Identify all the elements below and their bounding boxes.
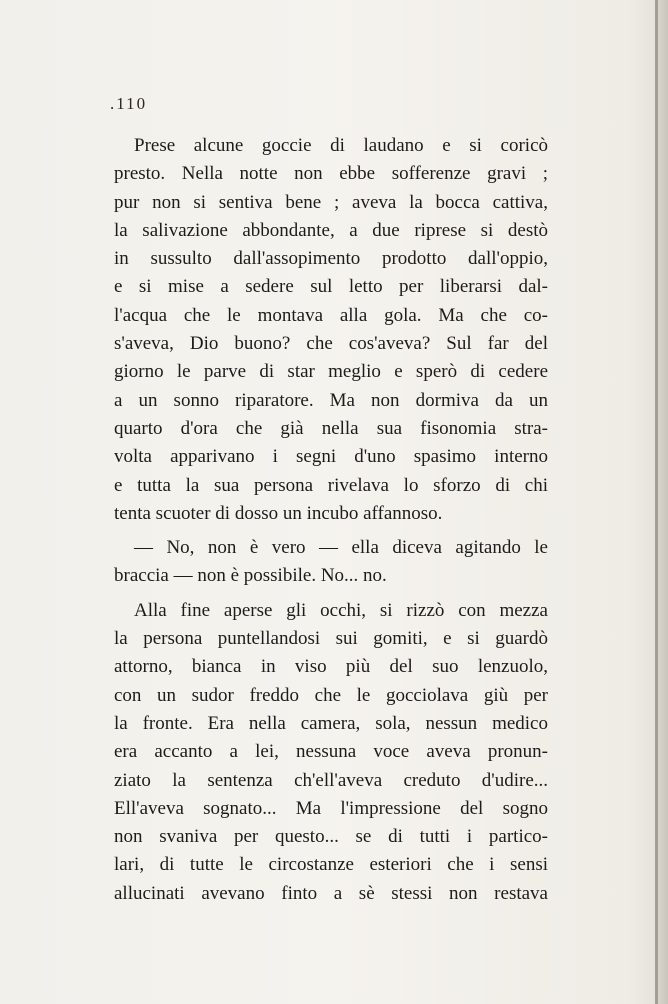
text-line: in sussulto dall'assopimento prodotto dall'oppio, — [114, 248, 548, 270]
text-line: presto. Nella notte non ebbe sofferenze gravi ; — [114, 163, 548, 185]
text-line: volta apparivano i segni d'uno spasimo interno — [114, 446, 548, 468]
page-edge-shadow — [658, 0, 668, 1004]
text-line: allucinati avevano finto a sè stessi non restava — [114, 882, 548, 904]
text-line: a un sonno riparatore. Ma non dormiva da un — [114, 389, 548, 411]
page-edge-line — [655, 0, 658, 1004]
text-line: giorno le parve di star meglio e sperò di cedere — [114, 361, 548, 383]
text-line: attorno, bianca in viso più del suo lenzuolo, — [114, 656, 548, 678]
text-line: Prese alcune goccie di laudano e si coricò — [134, 135, 548, 156]
text-line: tenta scuoter di dosso un incubo affannoso. — [114, 502, 443, 524]
body-text — [114, 132, 548, 908]
text-line: la persona puntellandosi sui gomiti, e si guardò — [114, 628, 548, 650]
text-line: la salivazione abbondante, a due riprese si destò — [114, 219, 548, 241]
text-line: l'acqua che le montava alla gola. Ma che co- — [114, 304, 548, 326]
text-line: ziato la sentenza ch'ell'aveva creduto d'udire... — [114, 769, 548, 791]
text-line: Alla fine aperse gli occhi, si rizzò con mezza — [134, 599, 548, 621]
text-line: s'aveva, Dio buono? che cos'aveva? Sul far del — [114, 333, 548, 355]
text-line: quarto d'ora che già nella sua fisonomia stra- — [114, 417, 548, 439]
text-line: — No, non è vero — ella diceva agitando le — [134, 537, 548, 559]
text-line: pur non si sentiva bene ; aveva la bocca cattiva, — [114, 191, 548, 213]
text-line: la fronte. Era nella camera, sola, nessun medico — [114, 712, 548, 734]
text-line: Ell'aveva sognato... Ma l'impressione del sogno — [114, 797, 548, 819]
text-line: non svaniva per questo... se di tutti i partico- — [114, 826, 548, 848]
text-line: e si mise a sedere sul letto per liberarsi dal- — [114, 276, 548, 298]
text-line: era accanto a lei, nessuna voce aveva pronun- — [114, 741, 548, 763]
text-line: e tutta la sua persona rivelava lo sforzo di chi — [114, 474, 548, 496]
text-line: con un sudor freddo che le gocciolava giù per — [114, 684, 548, 706]
page-number: .110 — [110, 94, 148, 113]
text-line: lari, di tutte le circostanze esteriori che i sensi — [114, 854, 548, 876]
text-line: braccia — non è possibile. No... no. — [114, 565, 387, 587]
